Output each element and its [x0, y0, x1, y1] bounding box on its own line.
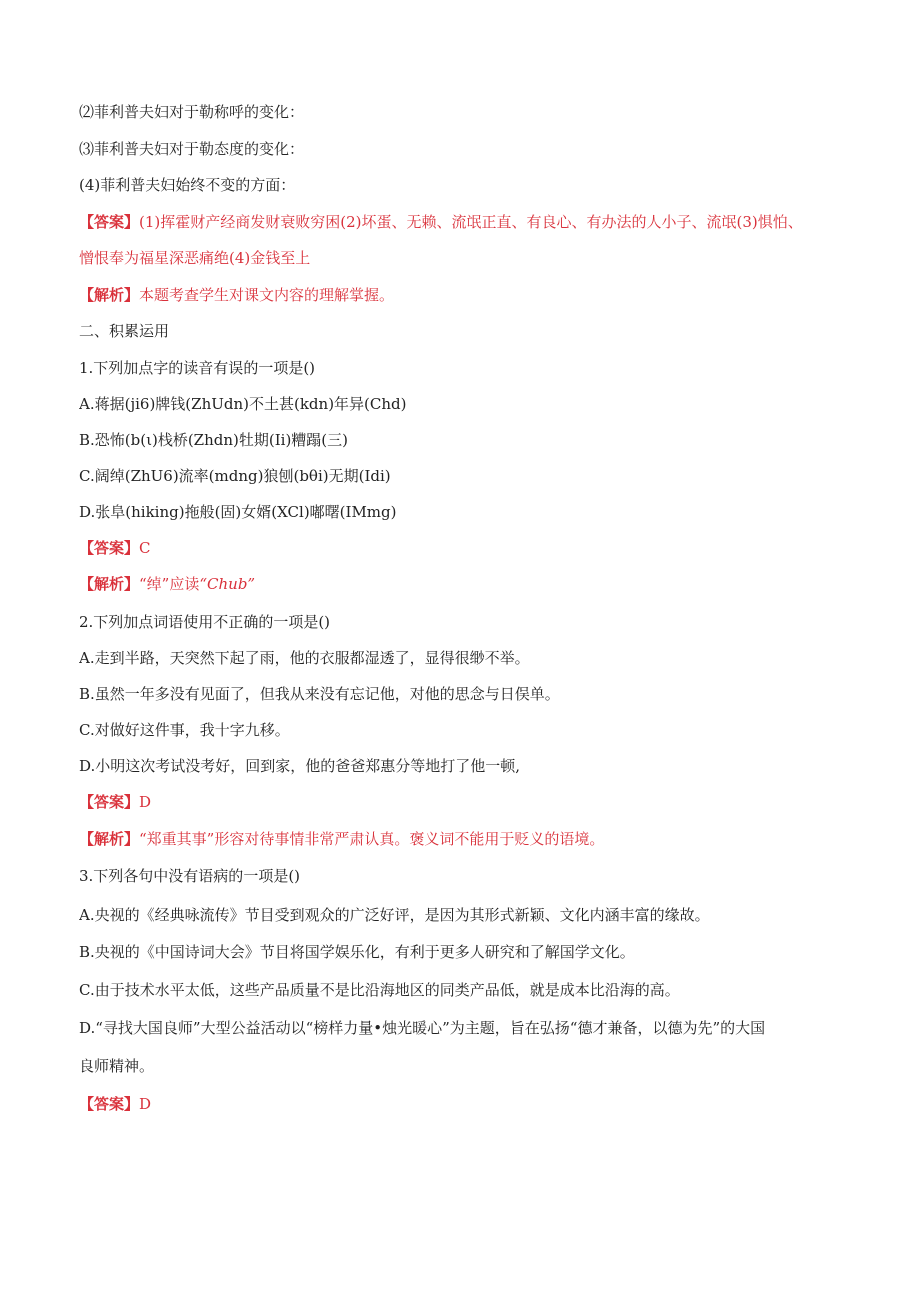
question-3-option-c: C.对做好这件事，我十字九移。 [79, 721, 290, 739]
question-4-option-d-line-2: 良师精神。 [79, 1057, 155, 1075]
explanation-2 [79, 574, 849, 594]
question-2-option-b: B.恐怖(b(ι)栈桥(Zhdn)牡期(Ii)糟蹋(三) [79, 431, 349, 449]
question-4-option-b: B.央视的《中国诗词大会》节目将国学娱乐化，有利于更多人研究和了解国学文化。 [79, 943, 635, 961]
question-1-part-4: (4)菲利普夫妇始终不变的方面： [79, 176, 296, 194]
question-3-option-b: B.虽然一年多没有见面了，但我从来没有忘记他，对他的思念与日俣单。 [79, 685, 560, 703]
explanation-tag: 【解析】 [79, 575, 140, 593]
answer-3 [79, 792, 849, 812]
answer-1-line-1 [79, 212, 849, 232]
question-3-stem: 2.下列加点词语使用不正确的一项是() [79, 613, 331, 631]
answer-tag: 【答案】 [79, 1095, 140, 1113]
answer-1-line-2: 憎恨奉为福星深恶痛绝(4)金钱至上 [79, 249, 311, 267]
explanation-3 [79, 829, 849, 849]
explanation-tag: 【解析】 [79, 830, 140, 848]
question-2-stem: 1.下列加点字的读音有误的一项是() [79, 359, 316, 377]
answer-text: (1)挥霍财产经商发财衰败穷困(2)坏蛋、无赖、流氓正直、有良心、有办法的人小子、流氓(3)惧怕、 [139, 213, 803, 231]
explanation-1 [79, 285, 849, 305]
question-4-stem: 3.下列各句中没有语病的一项是() [79, 867, 301, 885]
question-4-option-a: A.央视的《经典咏流传》节目受到观众的广泛好评，是因为其形式新颖、文化内涵丰富的缘故。 [79, 906, 710, 924]
answer-text: D [139, 1095, 152, 1113]
answer-tag: 【答案】 [79, 539, 140, 557]
explanation-tag: 【解析】 [79, 286, 140, 304]
question-3-option-d: D.小明这次考试没考好，回到家，他的爸爸郑惠分等地打了他一顿, [79, 757, 521, 775]
explanation-text: “郑重其事”形容对待事情非常严肃认真。褒义词不能用于贬义的语境。 [139, 830, 605, 848]
section-heading: 二、积累运用 [79, 322, 170, 340]
answer-4 [79, 1094, 849, 1114]
question-1-part-2: ⑵菲利普夫妇对于勒称呼的变化： [79, 103, 305, 121]
answer-tag: 【答案】 [79, 213, 140, 231]
question-2-option-d: D.张阜(hiking)拖般(固)女婿(XCl)嘟曙(IMmg) [79, 503, 397, 521]
explanation-text: “绰”应读 [139, 575, 200, 593]
answer-2 [79, 538, 849, 558]
explanation-text: 本题考查学生对课文内容的理解掌握。 [139, 286, 395, 304]
answer-text: C [139, 539, 151, 557]
explanation-pinyin: “Chub” [199, 575, 256, 593]
question-1-part-3: ⑶菲利普夫妇对于勒态度的变化： [79, 140, 305, 158]
answer-tag: 【答案】 [79, 793, 140, 811]
question-3-option-a: A.走到半路，天突然下起了雨，他的衣服都湿透了，显得很缈不举。 [79, 649, 530, 667]
question-2-option-c: C.阔绰(ZhU6)流率(mdng)狼刨(bθi)无期(Idi) [79, 467, 391, 485]
answer-text: D [139, 793, 152, 811]
question-4-option-c: C.由于技术水平太低，这些产品质量不是比沿海地区的同类产品低，就是成本比沿海的高。 [79, 981, 680, 999]
question-2-option-a: A.蒋据(ji6)牌钱(ZhUdn)不土甚(kdn)年异(Chd) [79, 395, 407, 413]
question-4-option-d-line-1: D.“寻找大国良师”大型公益活动以“榜样力量•烛光暖心”为主题，旨在弘扬“德才兼备，以德为先”的大国 [79, 1019, 766, 1037]
